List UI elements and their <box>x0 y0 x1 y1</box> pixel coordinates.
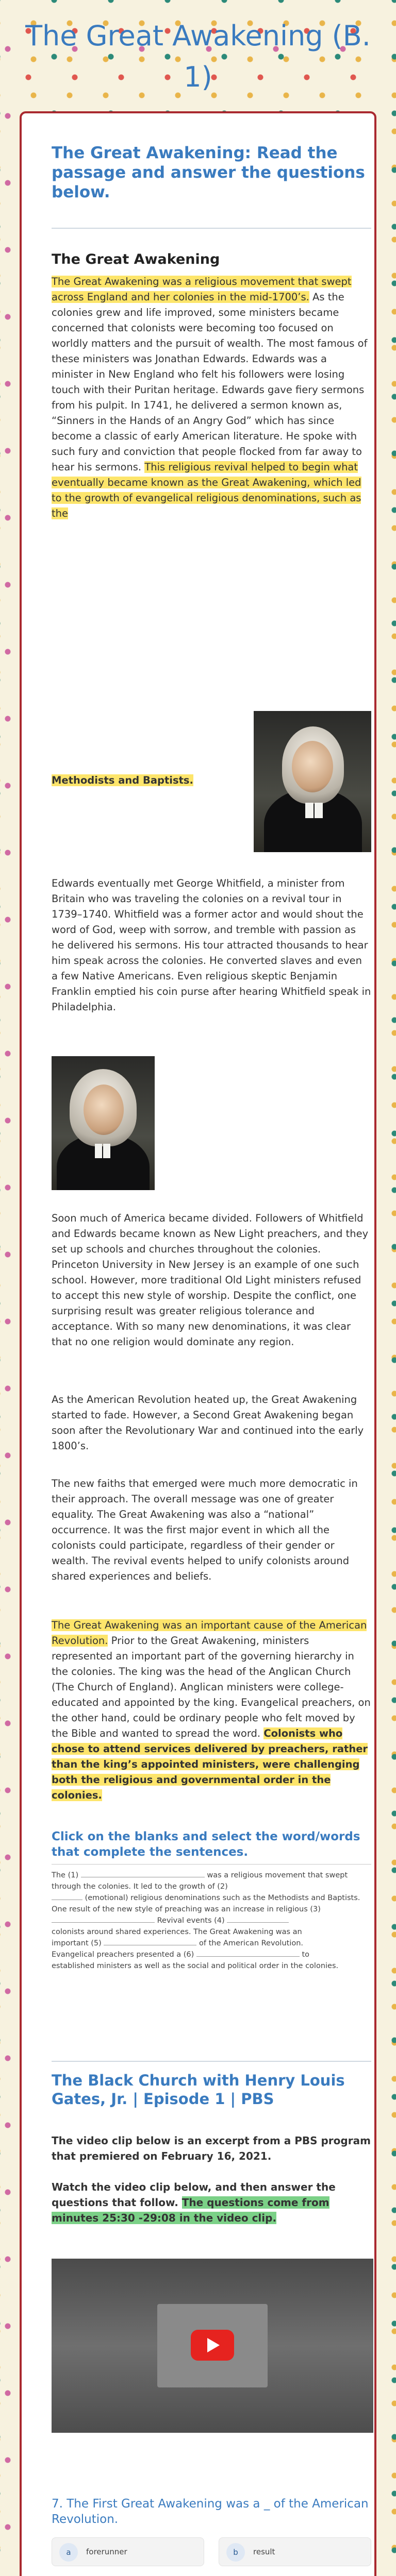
blank-2[interactable] <box>52 1893 82 1900</box>
blank-3[interactable] <box>52 1916 155 1923</box>
option-label: forerunner <box>86 2547 127 2556</box>
page-title: The Great Awakening (B. 1) <box>25 20 371 93</box>
fill-in-line: Evangelical preachers presented a (6) to <box>52 1951 310 1959</box>
fill-in-line: (emotional) religious denominations such as the Methodists and Baptists. <box>52 1893 371 1903</box>
blank-6[interactable] <box>196 1950 300 1957</box>
video-instructions <box>52 2179 371 2226</box>
paragraph-5: The new faiths that emerged were much more democratic in their approach. The overall message was one of greater equality. The Great Awakening was also a “national” occurrence. It was the first major event in which all the colonists could participate, regardless of their gender or wealth. The revival events helped to unify colonists around shared experiences and beliefs. <box>52 1478 358 1582</box>
body-text: As the colonies grew and life improved, some ministers became concerned that colonists were becoming too focused on worldly matters and the pursuit of wealth. The most famous of these ministers was Jonathan Edwards. Edwards was a minister in New England who felt his followers were losing touch with their Puritan heritage. Edwards gave fiery sermons from his pulpit. In 1741, he delivered a sermon known as, “Sinners in the Hands of an Angry God” which has since become a classic of early American literature. He spoke with such fury and conviction that people flocked from far away to hear his sermons. <box>52 291 368 473</box>
highlight-text: The Great Awakening was an important cause of the American Revolution. <box>52 1619 367 1647</box>
blank-5[interactable] <box>104 1938 196 1945</box>
portrait-image <box>254 711 371 852</box>
divider <box>52 2061 371 2062</box>
paragraph-3: Soon much of America became divided. Followers of Whitfield and Edwards became known as New Light preachers, and they set up schools and churches throughout the colonies. Princeton University in New Jersey is an example of one such school. However, more traditional Old Light ministers refused to accept this new style of worship. Despite the conflict, one surprising result was greater religious tolerance and acceptance. With so many new denominations, it was clear that no one religion would dominate any region. <box>52 1212 369 1348</box>
fill-in-line: important (5) of the American Revolution. <box>52 1939 304 1947</box>
divider <box>52 1864 371 1865</box>
fill-in-line: The (1) was a religious movement that swept <box>52 1871 348 1879</box>
divider <box>52 228 371 229</box>
option-7b[interactable] <box>219 2537 371 2566</box>
paragraph-6 <box>52 1618 371 1803</box>
fill-in-line: Revival events (4) <box>52 1916 371 1926</box>
option-letter: a <box>59 2543 78 2562</box>
highlight-text: Colonists who chose to attend services delivered by preachers, rather than the king’s appointed ministers, were challenging both the religious and governmental order in the colonies. <box>52 1727 368 1801</box>
paragraph-2: Edwards eventually met George Whitfield, a minister from Britain who was traveling the colonies on a revival tour in 1739–1740. Whitfield was a former actor and would shout the word of God, weep with sorrow, and tremble with passion as he delivered his sermons. His tour attracted thousands to hear him speak across the colonies. He converted slaves and even a few Native Americans. Even religious skeptic Benjamin Franklin emptied his coin purse after hearing Whitfield speak in Philadelphia. <box>52 877 371 1013</box>
content-card <box>20 111 376 2576</box>
option-letter: b <box>226 2543 245 2562</box>
blank-1[interactable] <box>81 1870 205 1877</box>
instructions-highlight: The questions come from minutes 25:30 -29:08 in the video clip. <box>52 2196 329 2224</box>
paragraph-1 <box>52 274 371 521</box>
highlight-text: The Great Awakening was a religious movement that swept across England and her colonies in the mid-1700’s. <box>52 276 352 303</box>
article-title: The Great Awakening <box>52 251 220 267</box>
highlight-text: Methodists and Baptists. <box>52 774 193 786</box>
option-7a[interactable] <box>52 2537 204 2566</box>
fill-in-line: One result of the new style of preaching was an increase in religious (3) <box>52 1905 321 1913</box>
fill-in-line: colonists around shared experiences. The Great Awakening was an <box>52 1928 302 1936</box>
play-icon[interactable] <box>191 2330 234 2361</box>
paragraph-4: As the American Revolution heated up, the Great Awakening started to fade. However, a Second Great Awakening began soon after the Revolutionary War and continued into the early 1800’s. <box>52 1394 364 1452</box>
fill-in-line: established ministers as well as the social and political order in the colonies. <box>52 1962 339 1970</box>
instructions-text: Watch the video clip below, and then answer the questions that follow. <box>52 2181 336 2209</box>
highlight-text: This religious revival helped to begin what eventually became known as the Great Awakening, which led to the growth of evangelical religious denominations, such as the <box>52 461 361 519</box>
fill-in-line: through the colonies. It led to the growth of (2) <box>52 1883 228 1891</box>
question-7: 7. The First Great Awakening was a _ of the American Revolution. <box>52 2497 369 2526</box>
fill-in-title: Click on the blanks and select the word/words that complete the sentences. <box>52 1830 360 1859</box>
blank-4[interactable] <box>227 1916 289 1923</box>
paragraph-1-end <box>52 773 206 788</box>
body-text: Prior to the Great Awakening, ministers represented an important part of the governing hierarchy in the colonies. The king was the head of the Anglican Church (The Church of England). Anglican ministers were college-educated and appointed by the king. Evangelical preachers, on the other hand, could be ordinary people who felt moved by the Bible and wanted to spread the word. <box>52 1635 371 1739</box>
video-player[interactable] <box>52 2259 373 2433</box>
video-heading: The Black Church with Henry Louis Gates, Jr. | Episode 1 | PBS <box>52 2072 345 2108</box>
section-heading-text: The Great Awakening: Read the passage and answer the questions below. <box>52 144 365 201</box>
section-heading <box>52 143 371 202</box>
option-label: result <box>253 2547 275 2556</box>
video-intro: The video clip below is an excerpt from a PBS program that premiered on February 16, 2021. <box>52 2134 371 2162</box>
portrait-image <box>52 1056 155 1190</box>
